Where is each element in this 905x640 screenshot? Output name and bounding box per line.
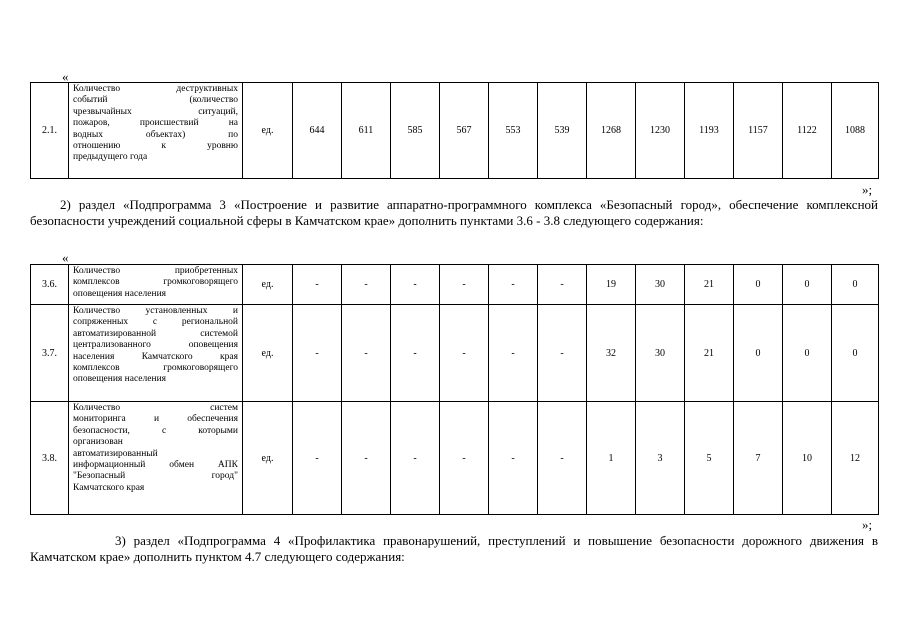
row-description (69, 402, 243, 515)
indicator-table-2 (30, 264, 879, 515)
value-cell: 10 (783, 402, 832, 515)
value-cell: - (538, 265, 587, 305)
desc-line: событий (количество (73, 95, 238, 106)
value-cell: 3 (636, 402, 685, 515)
indicator-table-1 (30, 82, 879, 179)
value-cell: 1088 (832, 83, 879, 179)
table-row (31, 265, 879, 305)
value-cell: 19 (587, 265, 636, 305)
value-cell: - (342, 265, 391, 305)
value-cell: 1122 (783, 83, 832, 179)
paragraph-section-2: 2) раздел «Подпрограмма 3 «Построение и развитие аппаратно-программного комплекса «Безопасный город», обеспечение комплексной безопасности учреждений социальной сферы в Камчатском крае» дополнить пунктами 3.6 - 3.8 следующего содержания: (30, 197, 878, 228)
value-cell: - (489, 305, 538, 402)
opening-quote: « (62, 250, 69, 265)
desc-line: автоматизированный (73, 448, 158, 459)
value-cell: 0 (783, 265, 832, 305)
value-cell: 0 (734, 265, 783, 305)
desc-line: информационный обмен АПК (73, 460, 238, 471)
table-row (31, 402, 879, 515)
desc-line: предыдущего года (73, 152, 148, 163)
value-cell: - (293, 265, 342, 305)
desc-line: сопряженных с региональной (73, 317, 238, 328)
value-cell: - (489, 265, 538, 305)
desc-line: пожаров, происшествий на (73, 118, 238, 129)
value-cell: 567 (440, 83, 489, 179)
desc-line: "Безопасный город" (73, 471, 238, 482)
desc-line: организован (73, 437, 123, 448)
value-cell: 1230 (636, 83, 685, 179)
desc-line: Количество приобретенных (73, 266, 238, 276)
closing-quote: »; (862, 517, 873, 532)
value-cell: - (538, 402, 587, 515)
row-description (69, 265, 243, 305)
unit-cell: ед. (243, 83, 293, 179)
desc-line: Количество систем (73, 403, 238, 413)
desc-line: мониторинга и обеспечения (73, 414, 238, 425)
desc-line: оповещения населения (73, 374, 167, 385)
value-cell: - (489, 402, 538, 515)
table-row (31, 305, 879, 402)
value-cell: 1157 (734, 83, 783, 179)
value-cell: 1193 (685, 83, 734, 179)
opening-quote: « (62, 69, 69, 84)
value-cell: 644 (293, 83, 342, 179)
row-number: 3.6. (31, 265, 69, 305)
desc-line: централизованного оповещения (73, 340, 238, 351)
closing-quote: »; (862, 182, 873, 197)
value-cell: - (293, 402, 342, 515)
value-cell: 30 (636, 305, 685, 402)
value-cell: - (391, 265, 440, 305)
unit-cell: ед. (243, 305, 293, 402)
desc-line: населения Камчатского края (73, 351, 238, 362)
unit-cell: ед. (243, 402, 293, 515)
value-cell: 32 (587, 305, 636, 402)
desc-line: комплексов громкоговорящего (73, 363, 238, 374)
value-cell: - (440, 402, 489, 515)
value-cell: - (440, 265, 489, 305)
value-cell: - (293, 305, 342, 402)
value-cell: 1268 (587, 83, 636, 179)
desc-line: Количество установленных и (73, 306, 238, 316)
value-cell: 539 (538, 83, 587, 179)
value-cell: 7 (734, 402, 783, 515)
value-cell: 30 (636, 265, 685, 305)
value-cell: - (342, 402, 391, 515)
desc-line: безопасности, с которыми (73, 425, 238, 436)
value-cell: 1 (587, 402, 636, 515)
value-cell: - (391, 402, 440, 515)
desc-line: водных объектах) по (73, 129, 238, 140)
value-cell: 0 (783, 305, 832, 402)
value-cell: 12 (832, 402, 879, 515)
desc-line: автоматизированной системой (73, 328, 238, 339)
value-cell: - (440, 305, 489, 402)
row-description (69, 83, 243, 179)
value-cell: 21 (685, 265, 734, 305)
value-cell: 21 (685, 305, 734, 402)
desc-line: Количество деструктивных (73, 84, 238, 94)
desc-line: Камчатского края (73, 482, 145, 493)
value-cell: 0 (832, 265, 879, 305)
desc-line: оповещения населения (73, 288, 167, 299)
table-row (31, 83, 879, 179)
value-cell: - (391, 305, 440, 402)
unit-cell: ед. (243, 265, 293, 305)
value-cell: 611 (342, 83, 391, 179)
value-cell: 0 (832, 305, 879, 402)
value-cell: 5 (685, 402, 734, 515)
row-description (69, 305, 243, 402)
value-cell: 0 (734, 305, 783, 402)
desc-line: комплексов громкоговорящего (73, 277, 238, 288)
value-cell: 585 (391, 83, 440, 179)
row-number: 3.8. (31, 402, 69, 515)
row-number: 3.7. (31, 305, 69, 402)
desc-line: чрезвычайных ситуаций, (73, 106, 238, 117)
desc-line: отношению к уровню (73, 141, 238, 152)
value-cell: 553 (489, 83, 538, 179)
paragraph-section-3: 3) раздел «Подпрограмма 4 «Профилактика правонарушений, преступлений и повышение безопасности дорожного движения в Камчатском крае» дополнить пунктом 4.7 следующего содержания: (30, 533, 878, 564)
value-cell: - (342, 305, 391, 402)
row-number: 2.1. (31, 83, 69, 179)
value-cell: - (538, 305, 587, 402)
